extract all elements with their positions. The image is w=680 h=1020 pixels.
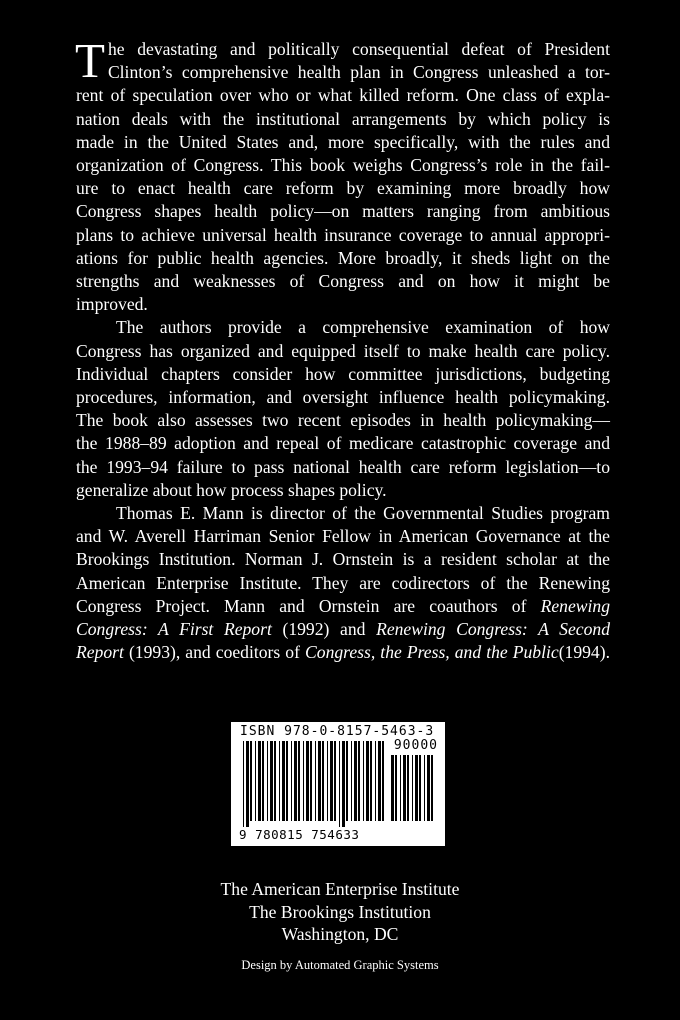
paragraph-2-line: Congress has organized and equipped itself to make health care policy. xyxy=(76,340,610,361)
barcode-bar xyxy=(322,741,324,821)
paragraph-3-line: American Enterprise Institute. They are codirectors of the Renewing xyxy=(76,572,610,593)
barcode-bar xyxy=(342,741,345,827)
barcode-bar xyxy=(243,741,244,827)
paragraph-1-line: rent of speculation over who or what killed reform. One class of expla- xyxy=(76,85,610,106)
paragraph-3-line: Thomas E. Mann is director of the Governmental Studies program xyxy=(116,503,610,524)
paragraph-1-line: strengths and weaknesses of Congress and on how it might be xyxy=(76,271,610,292)
barcode-bar xyxy=(327,741,328,821)
ean-digits: 9 780815 754633 xyxy=(239,827,360,842)
barcode-bar xyxy=(274,741,276,821)
barcode-bar xyxy=(391,755,394,821)
barcode-bar xyxy=(258,741,261,821)
barcode-bar xyxy=(291,741,292,821)
publisher-name: The American Enterprise Institute xyxy=(220,879,460,899)
barcode-bar xyxy=(424,755,425,821)
barcode-bar xyxy=(282,741,285,821)
price-code: 90000 xyxy=(393,738,438,753)
paragraph-1-line: ations for public health agencies. More broadly, it sheds light on the xyxy=(76,247,610,268)
paragraph-1-line: plans to achieve universal health insurance coverage to annual appropri- xyxy=(76,224,610,245)
barcode-bar xyxy=(298,741,300,821)
isbn-barcode xyxy=(231,722,445,846)
barcode-bar xyxy=(370,741,372,821)
barcode-bar xyxy=(427,755,430,821)
paragraph-2-line: the 1993–94 failure to pass national health care reform legislation—to xyxy=(76,456,610,477)
barcode-bar xyxy=(366,741,369,821)
barcode-bar xyxy=(255,741,256,821)
book-title: Report xyxy=(76,642,124,663)
book-title: Congress: A First Report xyxy=(76,619,272,640)
barcode-bar xyxy=(318,741,321,821)
paragraph-1-line: made in the United States and, more specifically, with the rules and xyxy=(76,131,610,152)
paragraph-2-line: generalize about how process shapes policy. xyxy=(76,479,387,500)
paragraph-1-line: nation deals with the institutional arrangements by which policy is xyxy=(76,108,610,129)
book-title: Renewing xyxy=(540,595,610,616)
barcode-bar xyxy=(250,741,252,821)
barcode-bar xyxy=(395,755,397,821)
barcode-bar xyxy=(412,755,413,821)
barcode-bar xyxy=(246,741,249,827)
paragraph-3-line: Report (1993), and coeditors of Congress, the Press, and the Public(1994). xyxy=(76,642,610,663)
barcode-bar xyxy=(310,741,312,821)
paragraph-1-line: ure to enact health care reform by examining more broadly how xyxy=(76,178,610,199)
barcode-bar xyxy=(267,741,268,821)
paragraph-2-line: procedures, information, and oversight influence health policymaking. xyxy=(76,387,610,408)
barcode-bar xyxy=(286,741,288,821)
paragraph-1-line: Clinton’s comprehensive health plan in Congress unleashed a tor- xyxy=(107,62,610,83)
drop-cap: T xyxy=(75,33,105,88)
paragraph-1-line: improved. xyxy=(76,294,148,315)
barcode-bar xyxy=(346,741,348,821)
barcode-bar xyxy=(358,741,360,821)
barcode-bar xyxy=(363,741,364,821)
paragraph-2-line: the 1988–89 adoption and repeal of medicare catastrophic coverage and xyxy=(76,433,610,454)
isbn-number: ISBN 978-0-8157-5463-3 xyxy=(240,724,435,739)
barcode-bar xyxy=(339,741,340,827)
paragraph-3-line: and W. Averell Harriman Senior Fellow in American Governance at the xyxy=(76,526,610,547)
paragraph-2-line: Individual chapters consider how committee jurisdictions, budgeting xyxy=(76,363,610,384)
barcode-bar xyxy=(400,755,401,821)
barcode-bar xyxy=(382,741,384,821)
ean-barcode-bars xyxy=(243,741,385,827)
barcode-bar xyxy=(330,741,333,821)
barcode-bar xyxy=(407,755,409,821)
book-title: Renewing Congress: A Second xyxy=(376,619,610,640)
publisher-location: Washington, DC xyxy=(281,924,399,944)
paragraph-1-line: Congress shapes health policy—on matters ranging from ambitious xyxy=(76,201,610,222)
barcode-bar xyxy=(315,741,316,821)
barcode-bar xyxy=(334,741,336,821)
design-credit: Design by Automated Graphic Systems xyxy=(241,958,439,972)
barcode-bar xyxy=(419,755,421,821)
back-cover-blurb xyxy=(75,33,610,664)
barcode-bar xyxy=(375,741,376,821)
paragraph-3-line: Congress Project. Mann and Ornstein are coauthors of Renewing xyxy=(76,595,610,616)
barcode-bar xyxy=(378,741,381,821)
publisher-imprint xyxy=(0,878,680,946)
addon-barcode-bars xyxy=(391,755,437,827)
barcode-bar xyxy=(294,741,297,821)
barcode-bar xyxy=(270,741,273,821)
paragraph-1-line: he devastating and politically consequential defeat of President xyxy=(107,39,610,59)
paragraph-3-line: Brookings Institution. Norman J. Ornstein is a resident scholar at the xyxy=(76,549,610,570)
barcode-bar xyxy=(303,741,304,821)
paragraph-2-line: The authors provide a comprehensive examination of how xyxy=(116,317,610,338)
barcode-bar xyxy=(351,741,352,821)
book-title: Congress, the Press, and the Public xyxy=(305,642,559,663)
paragraph-3-line: Congress: A First Report (1992) and Renewing Congress: A Second xyxy=(76,619,610,640)
barcode-bar xyxy=(354,741,357,821)
barcode-bar xyxy=(306,741,309,821)
publisher-name: The Brookings Institution xyxy=(249,901,431,922)
paragraph-1-line: organization of Congress. This book weighs Congress’s role in the fail- xyxy=(76,155,610,176)
barcode-bar xyxy=(279,741,280,821)
barcode-bar xyxy=(403,755,406,821)
barcode-bar xyxy=(431,755,433,821)
barcode-bar xyxy=(415,755,418,821)
paragraph-2-line: The book also assesses two recent episodes in health policymaking— xyxy=(76,410,610,431)
barcode-bar xyxy=(262,741,264,821)
